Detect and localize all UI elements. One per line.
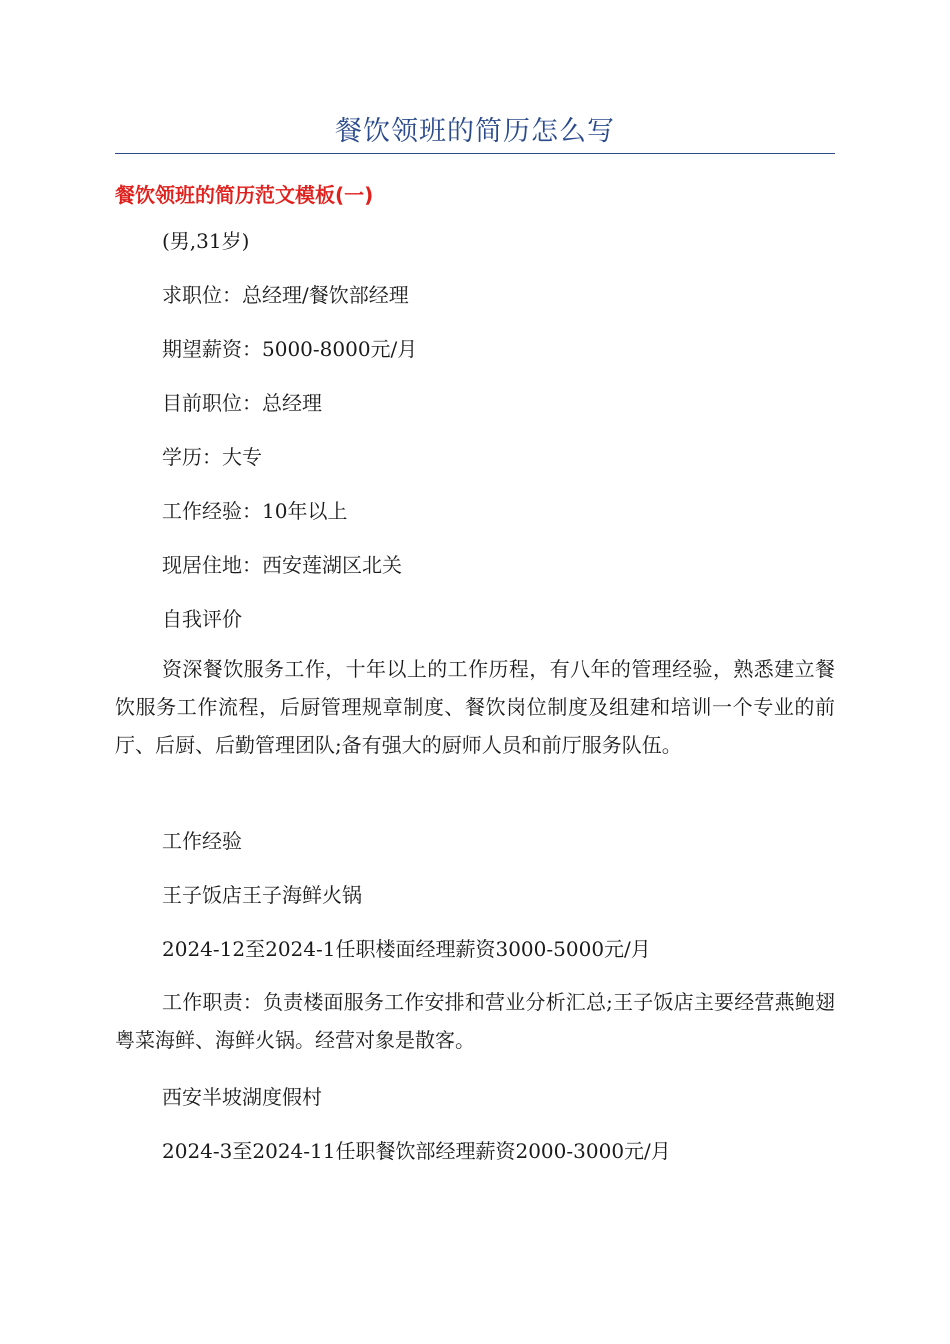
work-experience-heading: 工作经验 bbox=[162, 829, 242, 853]
job1-period: 2024-12至2024-1任职楼面经理薪资3000-5000元/月 bbox=[162, 937, 651, 961]
expected-salary: 期望薪资：5000-8000元/月 bbox=[162, 337, 418, 361]
job2-company: 西安半坡湖度假村 bbox=[162, 1085, 322, 1109]
title-underline bbox=[115, 153, 835, 154]
section-heading: 餐饮领班的简历范文模板(一) bbox=[115, 183, 374, 207]
self-evaluation-text: 资深餐饮服务工作，十年以上的工作历程，有八年的管理经验，熟悉建立餐饮服务工作流程，后厨管理规章制度、餐饮岗位制度及组建和培训一个专业的前厅、后厨、后勤管理团队;备有强大的厨师人员和前厅服务队伍。 bbox=[115, 657, 835, 757]
job1-company: 王子饭店王子海鲜火锅 bbox=[162, 883, 362, 907]
desired-position: 求职位：总经理/餐饮部经理 bbox=[162, 283, 409, 307]
job2-period: 2024-3至2024-11任职餐饮部经理薪资2000-3000元/月 bbox=[162, 1139, 671, 1163]
gender-age: (男,31岁) bbox=[162, 229, 250, 253]
education: 学历：大专 bbox=[162, 445, 262, 469]
job1-duties: 工作职责：负责楼面服务工作安排和营业分析汇总;王子饭店主要经营燕鲍翅粤菜海鲜、海鲜火锅。经营对象是散客。 bbox=[115, 990, 835, 1052]
current-position: 目前职位：总经理 bbox=[162, 391, 322, 415]
years-experience: 工作经验：10年以上 bbox=[162, 499, 348, 523]
self-evaluation-heading: 自我评价 bbox=[162, 607, 242, 631]
residence: 现居住地：西安莲湖区北关 bbox=[162, 553, 402, 577]
document-title: 餐饮领班的简历怎么写 bbox=[335, 116, 615, 147]
